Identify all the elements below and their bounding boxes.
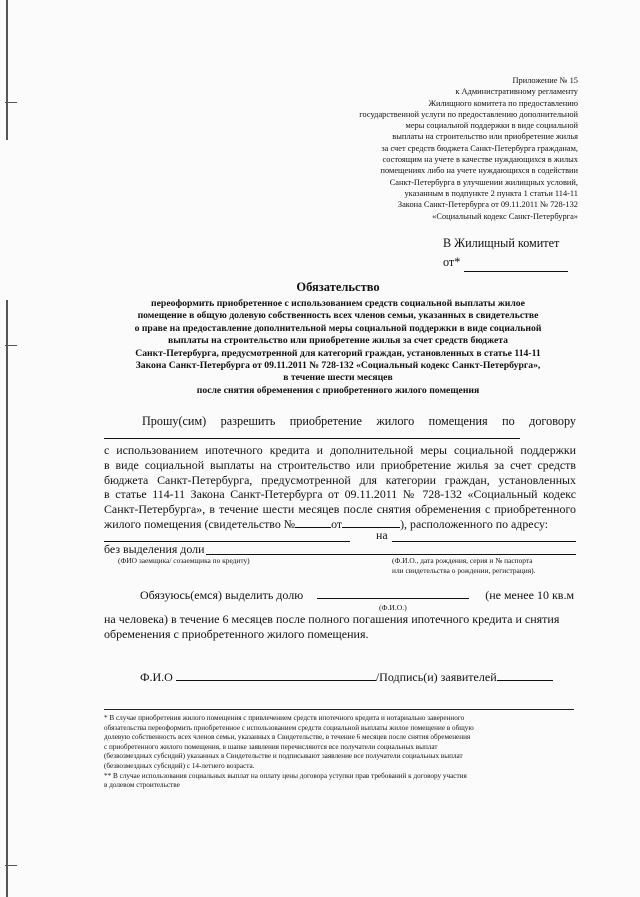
appendix-line: к Административному регламенту [455,87,578,97]
caption-person-2: или свидетельства о рождении, регистрация). [392,566,536,575]
appendix-line: состоящим на учете в качестве нуждающихся в жилых [382,155,578,165]
request-word: приобретение [289,414,362,428]
certificate-from-label: от [331,516,343,531]
fio-caption: (Ф.И.О.) [379,603,407,612]
no-share-field[interactable] [206,554,576,555]
appendix-line: Закона Санкт-Петербурга от 09.11.2011 № 728-132 [397,200,578,210]
addressee-from-row [443,253,568,272]
no-share-label: без выделения доли [104,542,205,556]
appendix-header [300,75,578,222]
request-line: в виде социальной выплаты на строительство или приобретение жилья за счет средств [104,457,576,472]
punch-mark [5,102,17,103]
appendix-line: помещениях либо на учете нуждающихся в содействии [380,166,578,176]
na-field[interactable] [392,541,576,542]
footnote-line: в долевом строительстве [104,781,180,790]
subtitle-line: Закона Санкт-Петербурга от 09.11.2011 № 728-132 «Социальный кодекс Санкт-Петербурга», [135,360,541,372]
obligation-line-3: обременения с приобретенного жилого помещения. [104,627,369,641]
contract-field[interactable] [104,438,520,439]
request-line: в статье 114-11 Закона Санкт-Петербурга от 09.11.2011 № 728-132 «Социальный кодекс [104,487,576,502]
obligation-line-1 [104,588,576,603]
appendix-line: указанным в подпункте 2 пункта 1 статьи 114-11 [404,188,578,198]
request-word: помещения [428,414,488,428]
share-person-field[interactable] [317,588,469,599]
appendix-line: выплаты на строительство или приобретение жилья [392,132,578,142]
subtitle-line: выплаты на строительство или приобретение жилья за счет средств бюджета [168,335,508,347]
request-line: бюджета Санкт-Петербурга, предусмотренной для категории граждан, установленных [104,472,576,487]
signature-label: /Подпись(и) заявителей [375,670,497,684]
document-title: Обязательство [296,280,380,294]
footnote-line: * В случае приобретения жилого помещения с привлечением средств ипотечного кредита и нотариально заверенного [104,714,465,722]
request-line: с использованием ипотечного кредита и дополнительной меры социальной поддержки [104,443,576,457]
request-word: по [502,414,515,428]
obligation-lead: Обязуюсь(емся) выделить долю [140,588,304,602]
signature-field[interactable] [497,670,553,681]
appendix-line: меры социальной поддержки в виде социальной [405,121,578,131]
footnote-line: обязательства переоформить приобретенное с использованием средств социальной выплаты жилое помещение в общую [104,723,474,732]
obligation-line-2: на человека) в течение 6 месяцев после полного погашения ипотечного кредита и снятия [104,612,560,626]
appendix-line: «Социальный кодекс Санкт-Петербурга» [432,211,578,221]
footnote-line: долевую собственность всех членов семьи, указанных в Свидетельстве, в течение 6 месяцев после снятия обременения [104,733,471,742]
certificate-label: жилого помещения (свидетельство № [104,516,296,531]
certificate-date-field[interactable] [342,517,400,528]
subtitle-line: переоформить приобретенное с использованием средств социальной выплаты жилое [151,298,525,309]
footnote-line: (безвозмездных субсидий) указанных в Свидетельстве и подписывают заявление все получатели социальных выплат [104,752,463,761]
fio-label: Ф.И.О [140,670,173,684]
addressee-to: В Жилищный комитет [443,236,560,250]
obligation-tail: (не менее 10 кв.м [485,588,575,602]
appendix-line: государственной услуги по предоставлению дополнительной [359,109,578,119]
footnote-line: ** В случае использования социальных выплат на оплату цены договора уступки прав требований к договору участия [104,771,467,780]
subtitle-line: в течение шести месяцев [283,372,393,384]
appendix-line: Приложение № 15 [512,76,578,85]
punch-mark [5,345,17,346]
request-last-line [104,517,576,532]
appendix-line: Санкт-Петербурга в улучшении жилищных условий, [389,177,578,187]
footnote-line: с приобретенного жилого помещения, в шапке заявления перечисляются все получатели социальных выплат [104,742,438,751]
certificate-number-field[interactable] [295,517,331,528]
signature-row [140,670,553,685]
subtitle-line: после снятия обременения с приобретенного жилого помещения [196,384,480,396]
request-word: Прошу(сим) [142,414,207,428]
appendix-line: Жилищного комитета по предоставлению [428,98,578,108]
applicant-name-field[interactable] [464,260,568,272]
addressee-from-label: от* [443,255,461,269]
obligation-block [104,588,576,642]
document-subtitle [100,298,576,397]
address-label: ), расположенного по адресу: [400,516,549,531]
footnote-line: (безвозмездных субсидий) с 14-летнего возраста. [104,761,255,770]
na-label: на [376,528,388,542]
footnote-divider [104,709,574,710]
punch-mark [5,865,17,866]
subtitle-line: помещение в общую долевую собственность всех членов семьи, указанных в свидетельстве [137,310,539,322]
request-body [104,443,576,532]
fio-field[interactable] [176,670,376,681]
caption-borrower: (ФИО заемщика/ созаемщика по кредиту) [118,556,250,565]
addressee-block [443,234,568,272]
scan-edge-line [6,0,8,140]
request-word: жилого [376,414,415,428]
request-word: договору [529,414,576,428]
subtitle-line: о праве на предоставление дополнительной меры социальной поддержки в виде социальной [134,322,542,334]
request-first-line [104,414,576,429]
request-word: разрешить [220,414,276,428]
scan-edge-line [6,300,8,897]
footnotes [104,714,574,791]
request-line: Санкт-Петербурга», в течение шести месяцев после снятия обременения с приобретенного [104,502,576,517]
caption-person-1: (Ф.И.О., дата рождения, серия и № паспорта [392,556,533,565]
subtitle-line: Санкт-Петербурга, предусмотренной для категорий граждан, установленных в статье 114-11 [135,347,541,359]
appendix-line: за счет средств бюджета Санкт-Петербурга гражданам, [381,143,578,153]
